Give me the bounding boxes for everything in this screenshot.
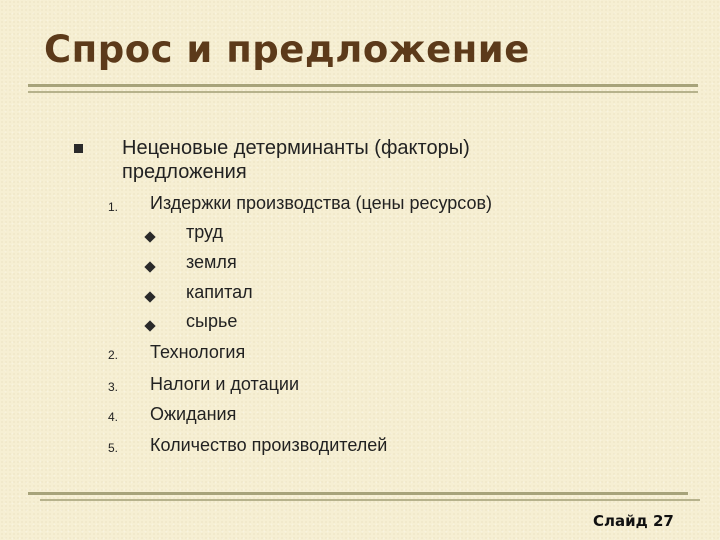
- list-item-3: Налоги и дотации: [150, 374, 299, 394]
- slide-number: Слайд 27: [593, 512, 674, 530]
- list-item-5: Количество производителей: [150, 435, 388, 455]
- sub-item-capital: капитал: [186, 282, 253, 302]
- list-item-2: Технология: [150, 342, 246, 362]
- list-item-4: Ожидания: [150, 404, 237, 424]
- square-bullet-icon: [74, 144, 83, 153]
- diamond-bullet-icon: [144, 261, 155, 272]
- section-heading: [122, 136, 662, 184]
- list-number-3: 3.: [108, 380, 119, 394]
- title-divider: [28, 84, 698, 87]
- diamond-bullet-icon: [144, 320, 155, 331]
- footer-divider: [28, 492, 688, 495]
- section-heading-line-2: предложения: [122, 161, 247, 183]
- section-heading-line-1: Неценовые детерминанты (факторы): [122, 137, 470, 159]
- list-number-2: 2.: [108, 348, 119, 362]
- list-number-1: 1.: [108, 200, 119, 214]
- sub-item-raw-materials: сырье: [186, 311, 238, 331]
- list-item-1: Издержки производства (цены ресурсов): [150, 193, 493, 213]
- title-divider-secondary: [28, 91, 698, 93]
- diamond-bullet-icon: [144, 291, 155, 302]
- list-number-5: 5.: [108, 441, 119, 455]
- footer-divider-secondary: [40, 499, 700, 501]
- slide-title: Спрос и предложение: [44, 28, 530, 71]
- list-number-4: 4.: [108, 410, 119, 424]
- sub-item-labor: труд: [186, 222, 223, 242]
- diamond-bullet-icon: [144, 231, 155, 242]
- sub-item-land: земля: [186, 252, 237, 272]
